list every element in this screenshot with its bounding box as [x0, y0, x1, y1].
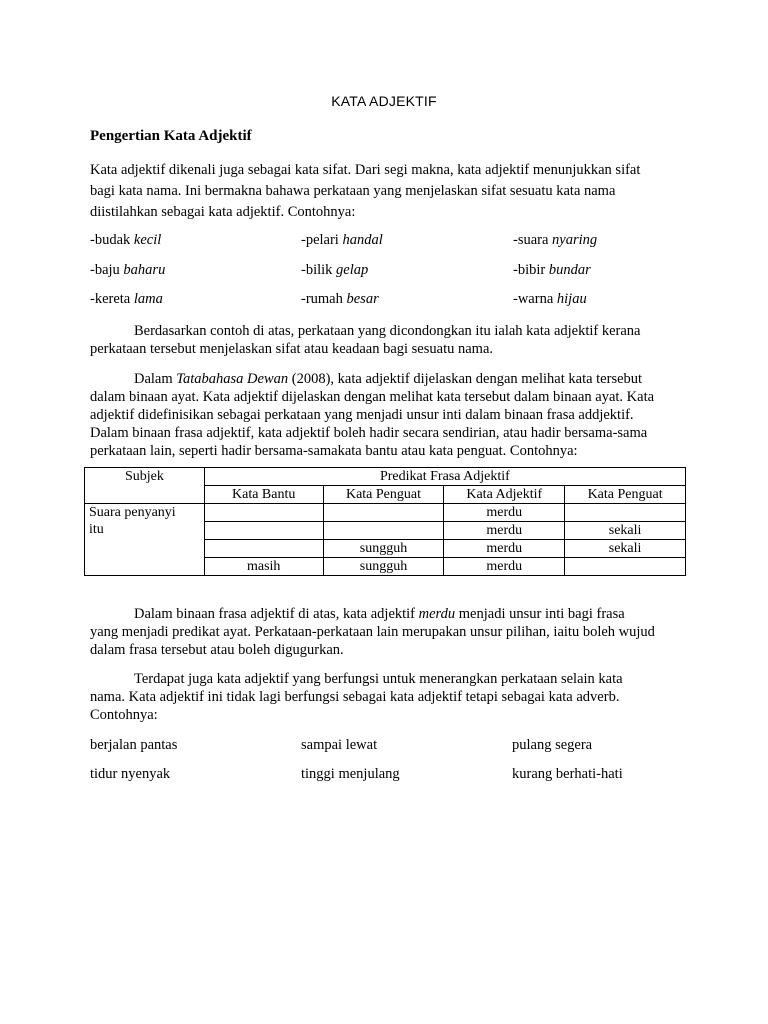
example-item: -warna hijau: [513, 291, 587, 307]
section-heading: Pengertian Kata Adjektif: [90, 128, 252, 144]
paragraph-line: dalam frasa tersebut atau boleh digugurkan.: [90, 642, 344, 658]
paragraph-line: dalam binaan ayat. Kata adjektif dijelaskan dengan melihat kata tersebut dalam binaan ayat. Kata: [90, 389, 655, 405]
paragraph-line: adjektif didefinisikan sebagai perkataan yang menjadi unsur inti dalam binaan frasa addjektif.: [90, 407, 634, 423]
table-cell: merdu: [444, 540, 565, 558]
adverb-example: tidur nyenyak: [90, 766, 171, 782]
table-cell: [565, 504, 686, 522]
table-cell: sekali: [565, 522, 686, 540]
column-header: Kata Penguat: [323, 486, 444, 504]
paragraph-line: nama. Kata adjektif ini tidak lagi berfungsi sebagai kata adjektif tetapi sebagai kata adverb.: [90, 689, 620, 705]
table-cell: [323, 504, 444, 522]
example-item: -bilik gelap: [301, 262, 369, 278]
subject-header: Subjek: [85, 468, 205, 504]
adverb-example: sampai lewat: [301, 737, 378, 753]
table-cell: [565, 558, 686, 576]
predicate-header: Predikat Frasa Adjektif: [204, 468, 685, 486]
table-row: [85, 504, 686, 522]
subject-cell: Suara penyanyi itu: [85, 504, 205, 576]
adverb-example: kurang berhati-hati: [512, 766, 623, 782]
example-item: -rumah besar: [301, 291, 379, 307]
paragraph-line: perkataan tersebut menjelaskan sifat atau keadaan bagi sesuatu nama.: [90, 341, 494, 357]
example-item: -bibir bundar: [513, 262, 591, 278]
intro-paragraph: [90, 160, 690, 223]
intro-line: diistilahkan sebagai kata adjektif. Contohnya:: [90, 204, 356, 220]
table-cell: merdu: [444, 558, 565, 576]
table-cell: sekali: [565, 540, 686, 558]
example-row: [90, 291, 690, 311]
document-title: KATA ADJEKTIF: [331, 93, 437, 109]
paragraph-line: Terdapat juga kata adjektif yang berfungsi untuk menerangkan perkataan selain kata: [134, 671, 623, 687]
table-cell: [323, 522, 444, 540]
example-row: [90, 232, 690, 252]
table-cell: sungguh: [323, 558, 444, 576]
example-item: -baju baharu: [90, 262, 166, 278]
paragraph-line: Berdasarkan contoh di atas, perkataan yang dicondongkan itu ialah kata adjektif kerana: [134, 323, 641, 339]
table-cell: merdu: [444, 504, 565, 522]
adverb-example-row: [90, 766, 690, 786]
example-row: [90, 262, 690, 282]
intro-line: Kata adjektif dikenali juga sebagai kata sifat. Dari segi makna, kata adjektif menunjukkan sifat: [90, 162, 641, 178]
paragraph-line: Dalam Tatabahasa Dewan (2008), kata adjektif dijelaskan dengan melihat kata tersebut: [134, 371, 643, 387]
table-header-row: [85, 468, 686, 486]
table-cell: [204, 504, 323, 522]
example-item: -kereta lama: [90, 291, 163, 307]
paragraph-line: yang menjadi predikat ayat. Perkataan-perkataan lain merupakan unsur pilihan, iaitu boleh wujud: [90, 624, 655, 640]
column-header: Kata Bantu: [204, 486, 323, 504]
table-cell: masih: [204, 558, 323, 576]
paragraph-2: [90, 322, 690, 358]
paragraph-line: Contohnya:: [90, 707, 158, 723]
example-item: -pelari handal: [301, 232, 383, 248]
column-header: Kata Penguat: [565, 486, 686, 504]
paragraph-5: [90, 670, 690, 724]
table-cell: sungguh: [323, 540, 444, 558]
example-item: -budak kecil: [90, 232, 162, 248]
adverb-example: tinggi menjulang: [301, 766, 400, 782]
table-cell: [204, 522, 323, 540]
column-header: Kata Adjektif: [444, 486, 565, 504]
adjective-phrase-table: [84, 467, 686, 576]
adverb-example: berjalan pantas: [90, 737, 178, 753]
example-item: -suara nyaring: [513, 232, 598, 248]
adverb-example-row: [90, 737, 690, 757]
table-cell: merdu: [444, 522, 565, 540]
paragraph-line: Dalam binaan frasa adjektif, kata adjektif boleh hadir secara sendirian, atau hadir bersama-sama: [90, 425, 648, 441]
table-cell: [204, 540, 323, 558]
paragraph-4: [90, 605, 690, 659]
intro-line: bagi kata nama. Ini bermakna bahawa perkataan yang menjelaskan sifat sesuatu kata nama: [90, 183, 616, 199]
paragraph-line: Dalam binaan frasa adjektif di atas, kata adjektif merdu menjadi unsur inti bagi frasa: [134, 606, 625, 622]
adverb-example: pulang segera: [512, 737, 593, 753]
paragraph-line: perkataan lain, seperti hadir bersama-samakata bantu atau kata penguat. Contohnya:: [90, 443, 578, 459]
paragraph-3: [90, 370, 690, 460]
